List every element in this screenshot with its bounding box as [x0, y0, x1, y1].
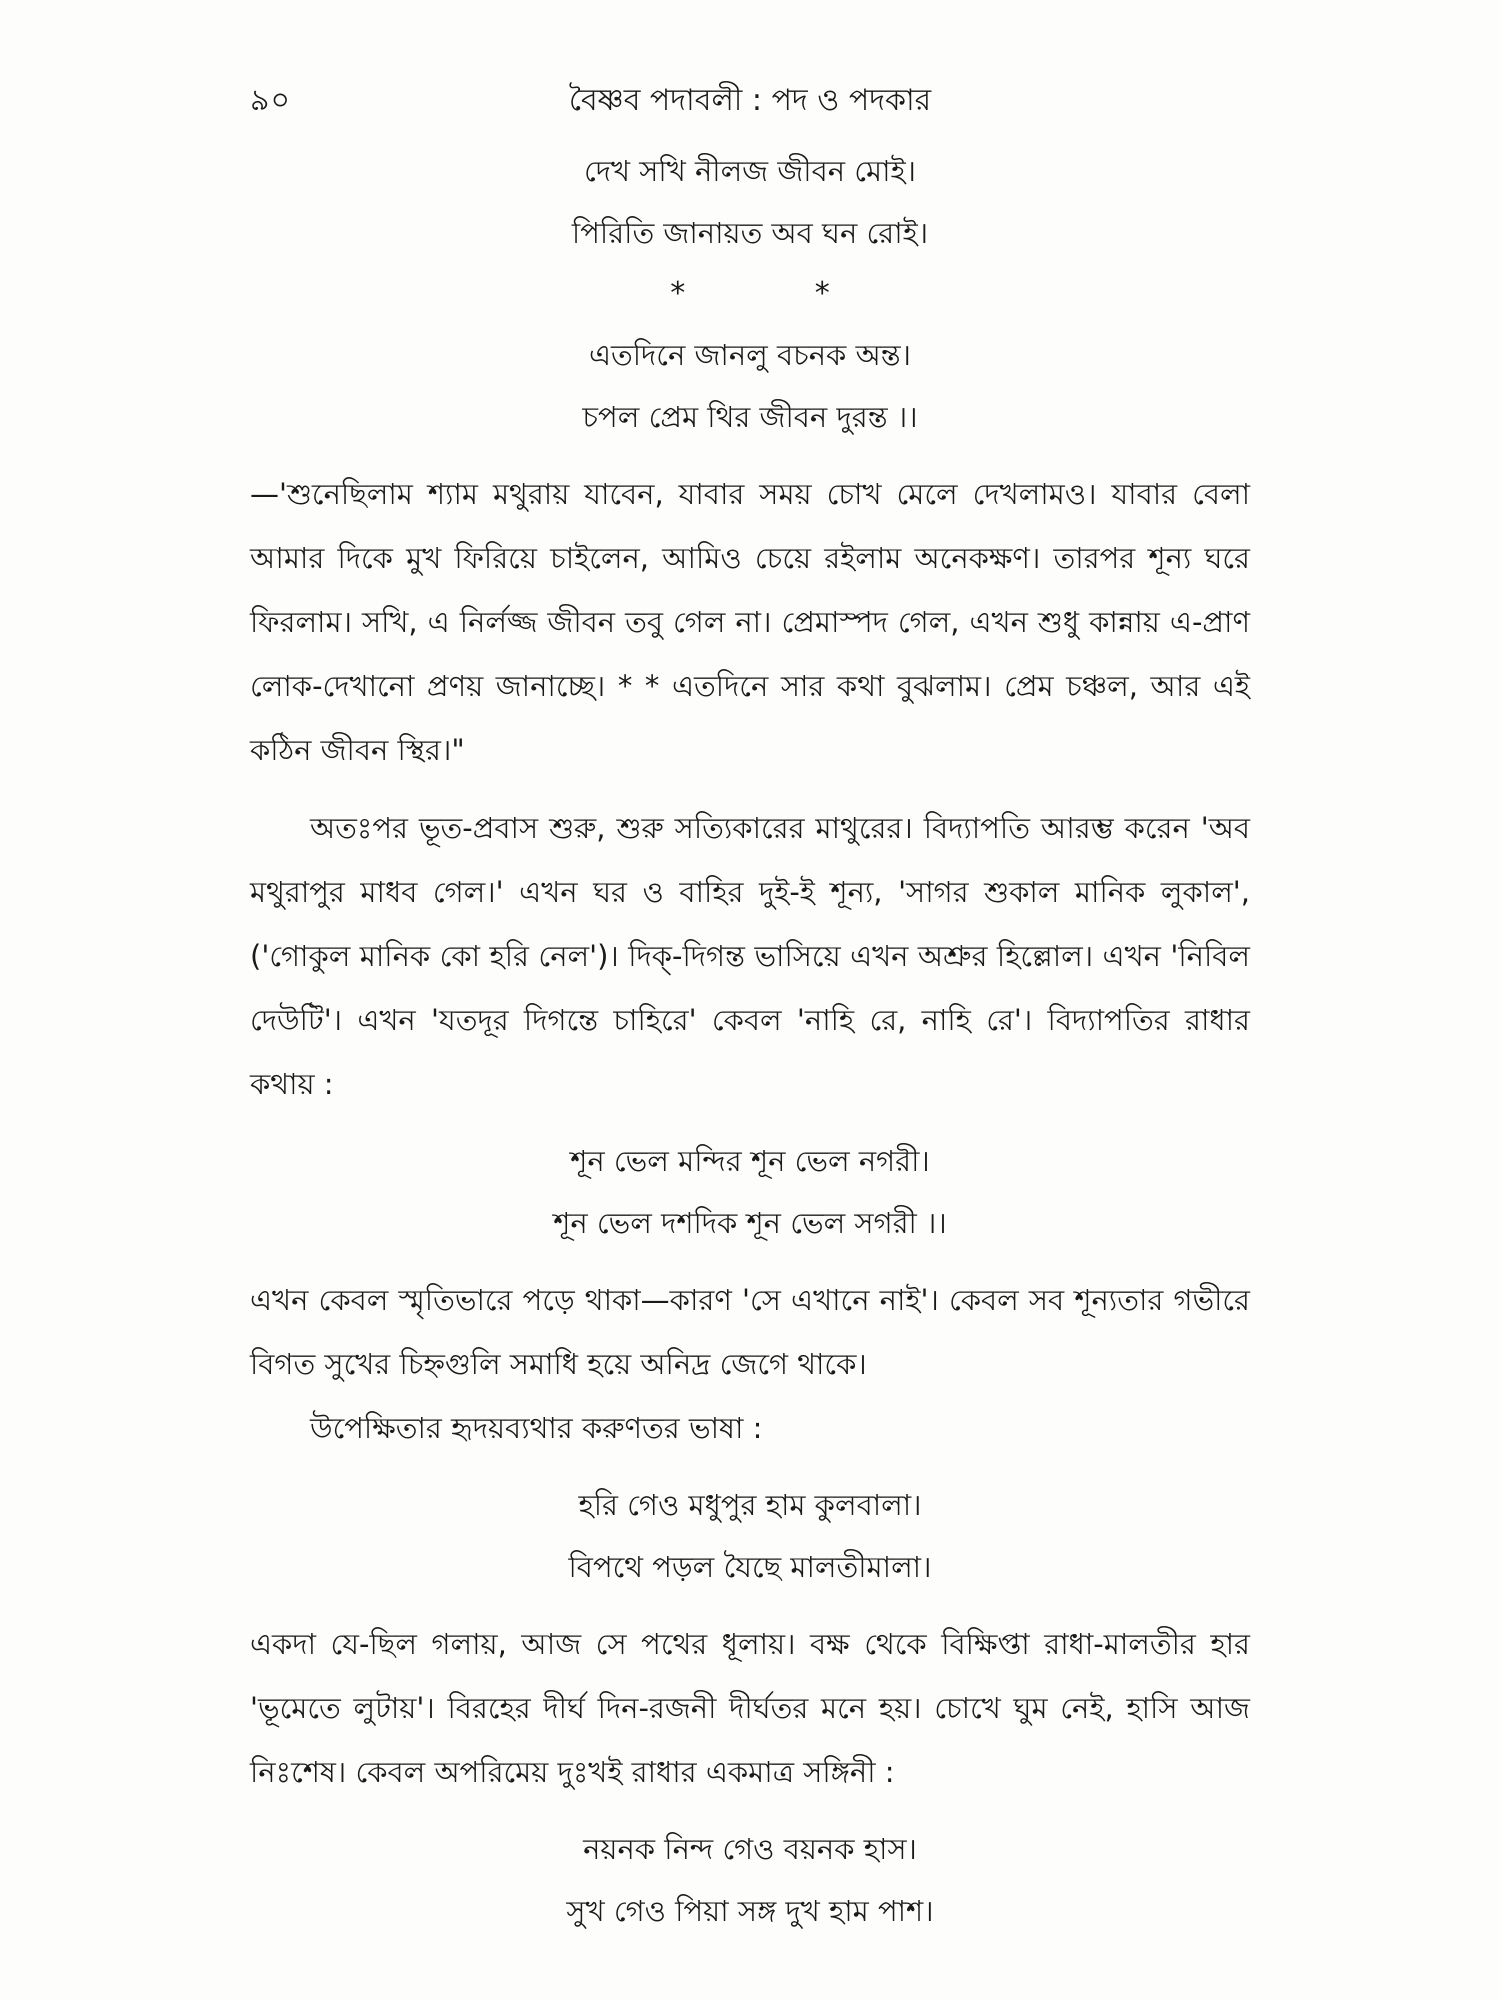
- verse-line: বিপথে পড়ল যৈছে মালতীমালা।: [568, 1550, 932, 1584]
- page-number: ৯০: [250, 83, 291, 118]
- verse-line: এতদিনে জানলু বচনক অন্ত।: [588, 338, 912, 372]
- section-asterisks: * *: [670, 276, 830, 311]
- verse-line: পিরিতি জানায়ত অব ঘন রোই।: [571, 216, 929, 250]
- verse-line: হরি গেও মধুপুর হাম কুলবালা।: [578, 1488, 922, 1522]
- prose-paragraph: এখন কেবল স্মৃতিভারে পড়ে থাকা—কারণ 'সে এখানে নাই'। কেবল সব শূন্যতার গভীরে বিগত সুখের চিহ্নগুলি সমাধি হয়ে অনিদ্র জেগে থাকে।: [250, 1283, 1250, 1381]
- verse-line: চপল প্রেম থির জীবন দুরন্ত ।।: [582, 400, 918, 434]
- verse-block-2: [250, 1130, 1250, 1254]
- prose-paragraph: অতঃপর ভূত-প্রবাস শুরু, শুরু সত্যিকারের মাথুরের। বিদ্যাপতি আরম্ভ করেন 'অব মথুরাপুর মাধব গেল।' এখন ঘর ও বাহির দুই-ই শূন্য, 'সাগর শুকাল মানিক লুকাল', ('গোকুল মানিক কো হরি নেল')। দিক্-দিগন্ত ভাসিয়ে এখন অশ্রুর হিল্লোল। এখন 'নিবিল দেউটি'। এখন 'যতদূর দিগন্তে চাহিরে' কেবল 'নাহি রে, নাহি রে'। বিদ্যাপতির রাধার কথায় :: [250, 811, 1250, 1101]
- verse-block-3: [250, 1474, 1250, 1598]
- prose-paragraph: —'শুনেছিলাম শ্যাম মথুরায় যাবেন, যাবার সময় চোখ মেলে দেখলামও। যাবার বেলা আমার দিকে মুখ ফিরিয়ে চাইলেন, আমিও চেয়ে রইলাম অনেকক্ষণ। তারপর শূন্য ঘরে ফিরলাম। সখি, এ নির্লজ্জ জীবন তবু গেল না। প্রেমাস্পদ গেল, এখন শুধু কান্নায় এ-প্রাণ লোক-দেখানো প্রণয় জানাচ্ছে। * * এতদিনে সার কথা বুঝলাম। প্রেম চঞ্চল, আর এই কঠিন জীবন স্থির।": [250, 477, 1250, 767]
- verse-line: সুখ গেও পিয়া সঙ্গ দুখ হাম পাশ।: [566, 1894, 934, 1928]
- verse-line: দেখ সখি নীলজ জীবন মোই।: [583, 154, 916, 188]
- verse-line: শূন ভেল মন্দির শূন ভেল নগরী।: [570, 1144, 930, 1178]
- page-header: [250, 76, 1250, 126]
- prose-paragraph: উপেক্ষিতার হৃদয়ব্যথার করুণতর ভাষা :: [310, 1411, 763, 1445]
- verse-block-1: [250, 140, 1250, 448]
- page-body: [250, 140, 1250, 1942]
- verse-line: শূন ভেল দশদিক শূন ভেল সগরী ।।: [553, 1206, 947, 1240]
- verse-line: নয়নক নিন্দ গেও বয়নক হাস।: [583, 1832, 917, 1866]
- running-title: বৈষ্ণব পদাবলী : পদ ও পদকার: [568, 83, 932, 118]
- verse-block-4: [250, 1818, 1250, 1942]
- prose-paragraph: একদা যে-ছিল গলায়, আজ সে পথের ধূলায়। বক্ষ থেকে বিক্ষিপ্তা রাধা-মালতীর হার 'ভূমেতে লুটায়'। বিরহের দীর্ঘ দিন-রজনী দীর্ঘতর মনে হয়। চোখে ঘুম নেই, হাসি আজ নিঃশেষ। কেবল অপরিমেয় দুঃখই রাধার একমাত্র সঙ্গিনী :: [250, 1627, 1250, 1789]
